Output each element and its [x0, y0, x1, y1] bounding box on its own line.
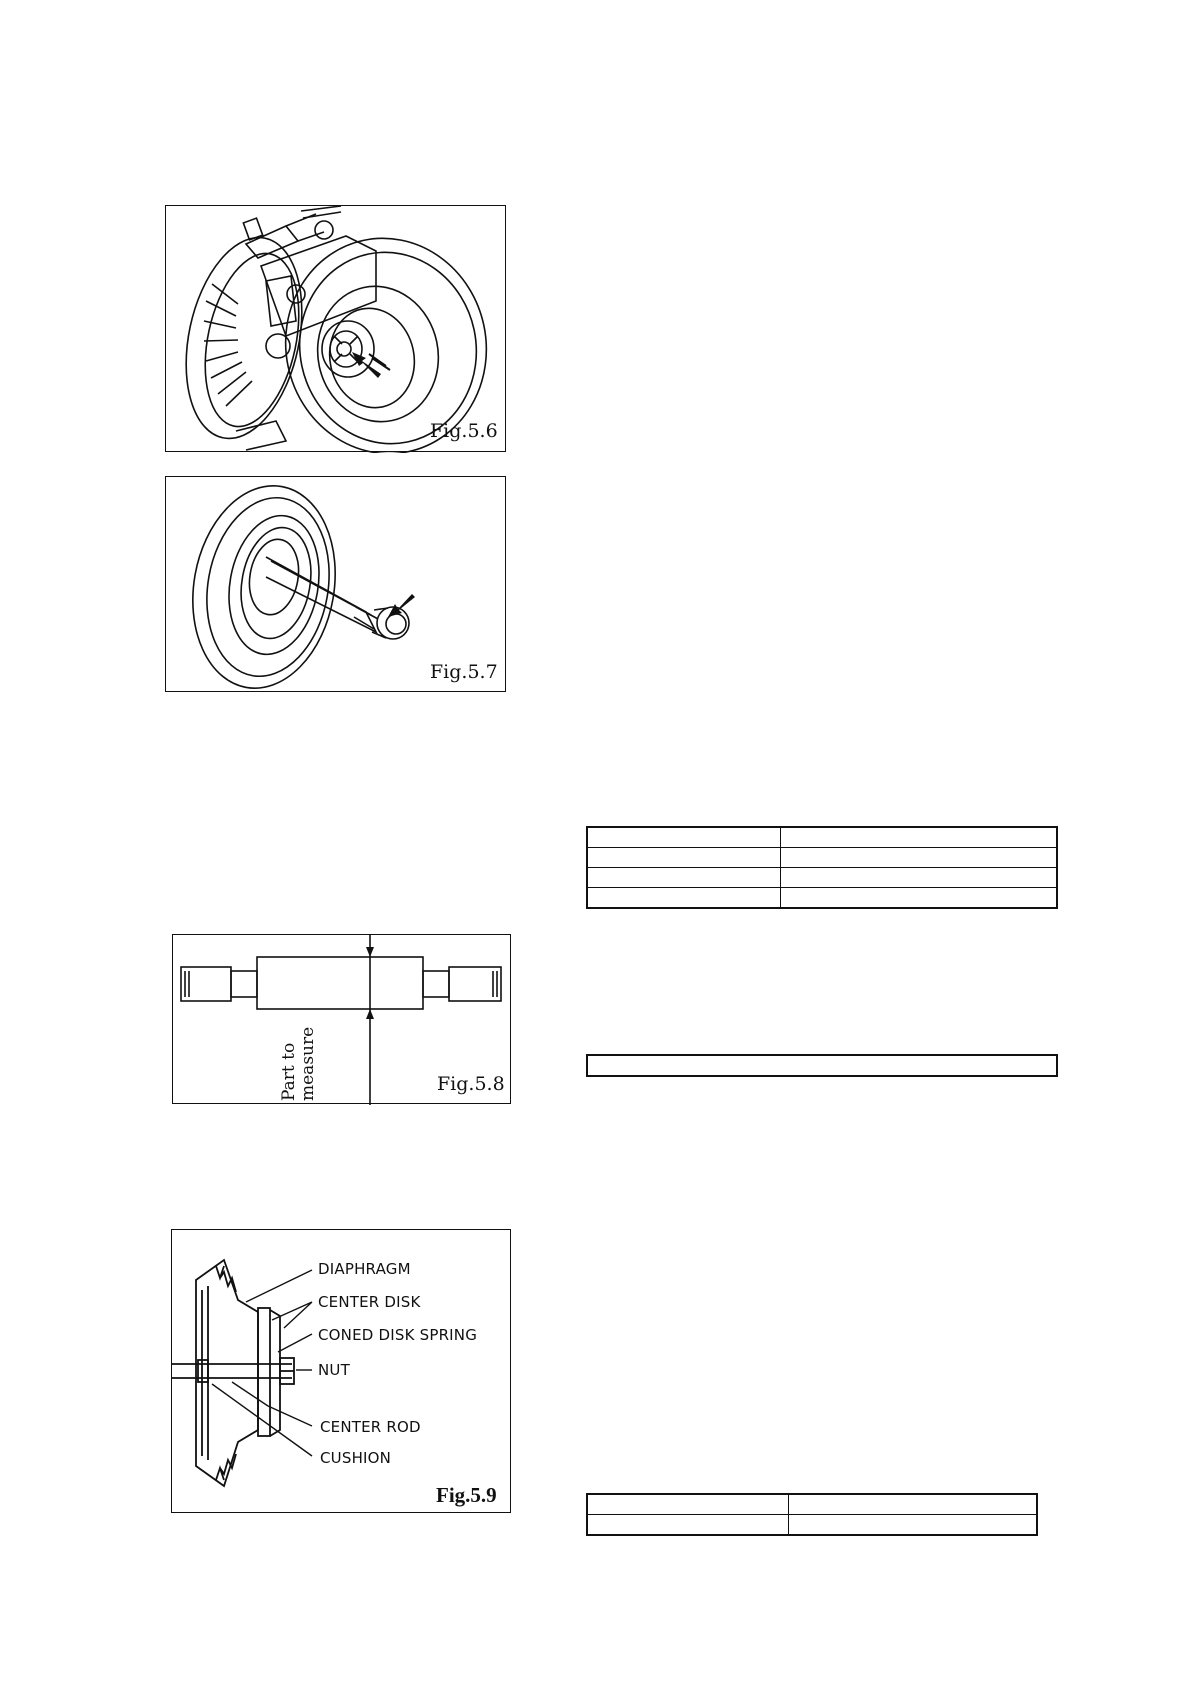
figure-label: Fig.5.8: [437, 1073, 505, 1095]
measure-label-line1: Part to: [279, 1042, 299, 1101]
table-cell: [789, 1515, 1038, 1536]
table-cell: [587, 1494, 789, 1515]
callout-cushion: CUSHION: [320, 1449, 392, 1467]
table-cell: [789, 1494, 1038, 1515]
table-row: [587, 868, 1057, 888]
table-row: [587, 1515, 1037, 1536]
table-cell: [587, 827, 781, 848]
table-row: [587, 888, 1057, 909]
spec-table-2: [586, 1054, 1058, 1077]
pump-assembly-drawing: [166, 206, 507, 453]
table-cell: [587, 868, 781, 888]
figure-5-8: [172, 934, 511, 1104]
figure-5-6: [165, 205, 506, 452]
callout-coned-disk-spring: CONED DISK SPRING: [318, 1326, 478, 1344]
table-cell: [781, 827, 1058, 848]
table-row: [587, 1055, 1057, 1076]
callout-center-disk: CENTER DISK: [318, 1293, 421, 1311]
callout-center-rod: CENTER ROD: [320, 1418, 421, 1436]
figure-label: Fig.5.9: [436, 1483, 497, 1507]
table-cell: [587, 1515, 789, 1536]
figure-label: Fig.5.7: [430, 661, 498, 683]
figure-5-9: [171, 1229, 511, 1513]
spec-table-1: [586, 826, 1058, 909]
figure-label: Fig.5.6: [430, 420, 498, 442]
measure-label-line2: measure: [298, 1026, 318, 1101]
table-row: [587, 848, 1057, 868]
table-cell: [587, 888, 781, 909]
table-cell: [781, 868, 1058, 888]
spec-table-3: [586, 1493, 1038, 1536]
figure-5-7: [165, 476, 506, 692]
callout-nut: NUT: [318, 1361, 350, 1379]
table-row: [587, 827, 1057, 848]
table-cell: [587, 848, 781, 868]
table-cell: [781, 888, 1058, 909]
table-cell: [587, 1055, 1057, 1076]
table-row: [587, 1494, 1037, 1515]
table-cell: [781, 848, 1058, 868]
callout-diaphragm: DIAPHRAGM: [318, 1260, 411, 1278]
